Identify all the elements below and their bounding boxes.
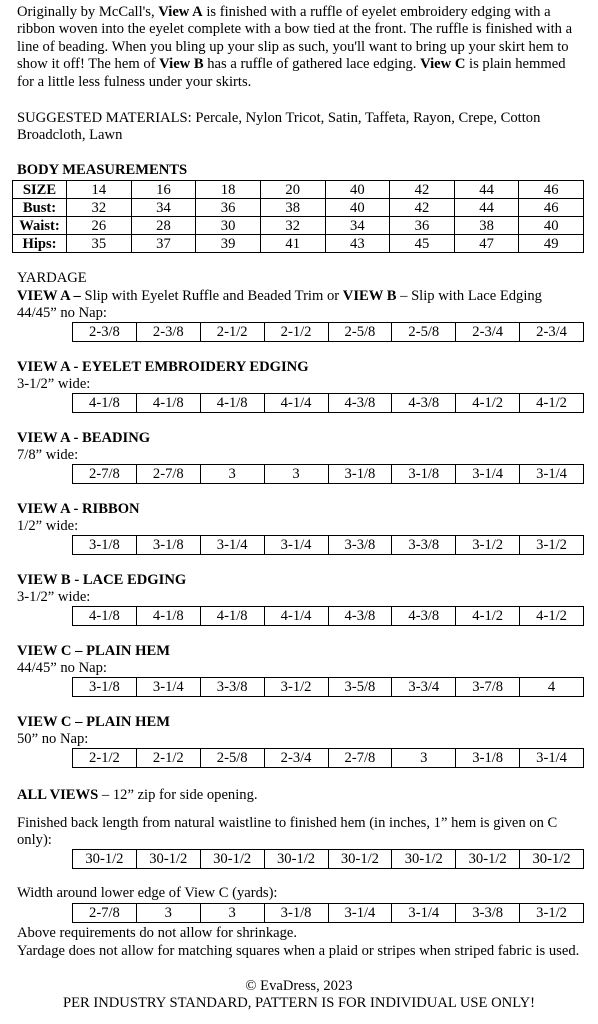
yardage-cell: 3 xyxy=(200,904,264,923)
yardage-cell: 4-1/8 xyxy=(200,607,264,626)
yardage-cell: 3 xyxy=(264,465,328,484)
yardage-view-line: VIEW A – Slip with Eyelet Ruffle and Beaded Trim or VIEW B – Slip with Lace Edging xyxy=(17,288,542,304)
yardage-cell: 30-1/2 xyxy=(136,850,200,869)
yardage-cell: 3-1/8 xyxy=(392,465,456,484)
yardage-cell: 3-1/8 xyxy=(73,536,137,555)
yardage-cell: 4-1/4 xyxy=(264,607,328,626)
yardage-cell: 3-1/8 xyxy=(136,536,200,555)
lower-edge-table xyxy=(72,903,584,923)
measurement-cell: 40 xyxy=(519,217,584,235)
yardage-cell: 3-1/8 xyxy=(328,465,392,484)
measurement-cell: 39 xyxy=(196,235,261,253)
yardage-cell: 2-7/8 xyxy=(328,749,392,768)
measurement-cell: 49 xyxy=(519,235,584,253)
body-measurements-table xyxy=(12,180,584,253)
yardage-cell: 4 xyxy=(520,678,584,697)
section-table xyxy=(72,464,584,484)
yardage-cell: 3-1/4 xyxy=(264,536,328,555)
measurement-row xyxy=(13,217,584,235)
measurement-label: Hips: xyxy=(13,235,67,253)
section-width: 1/2” wide: xyxy=(17,518,79,534)
yardage-cell: 4-1/2 xyxy=(456,607,520,626)
measurement-label: SIZE xyxy=(13,181,67,199)
all-views-note: ALL VIEWS – 12” zip for side opening. xyxy=(17,787,258,803)
measurement-cell: 42 xyxy=(390,181,455,199)
yardage-cell: 30-1/2 xyxy=(200,850,264,869)
yardage-cell: 4-1/8 xyxy=(73,394,137,413)
measurement-cell: 20 xyxy=(260,181,325,199)
measurement-cell: 38 xyxy=(260,199,325,217)
measurement-cell: 47 xyxy=(454,235,519,253)
yardage-cell: 4-3/8 xyxy=(392,394,456,413)
measurement-cell: 38 xyxy=(454,217,519,235)
section-width: 3-1/2” wide: xyxy=(17,589,91,605)
measurement-cell: 42 xyxy=(390,199,455,217)
measurement-cell: 37 xyxy=(131,235,196,253)
section-width: 50” no Nap: xyxy=(17,731,89,747)
usage-notice: PER INDUSTRY STANDARD, PATTERN IS FOR INDIVIDUAL USE ONLY! xyxy=(62,995,536,1011)
measurement-cell: 44 xyxy=(454,199,519,217)
section-title: VIEW A - EYELET EMBROIDERY EDGING xyxy=(17,359,309,375)
yardage-cell: 3-1/8 xyxy=(73,678,137,697)
yardage-cell: 4-3/8 xyxy=(328,607,392,626)
measurement-cell: 34 xyxy=(325,217,390,235)
yardage-cell: 2-5/8 xyxy=(200,749,264,768)
yardage-cell: 4-1/8 xyxy=(73,607,137,626)
measurement-cell: 14 xyxy=(67,181,132,199)
measurement-cell: 41 xyxy=(260,235,325,253)
yardage-cell: 3-1/2 xyxy=(520,536,584,555)
section-table xyxy=(72,677,584,697)
yardage-cell: 3-1/4 xyxy=(136,678,200,697)
measurement-cell: 46 xyxy=(519,199,584,217)
yardage-cell: 30-1/2 xyxy=(73,850,137,869)
yardage-cell: 30-1/2 xyxy=(264,850,328,869)
body-measurements-title: BODY MEASUREMENTS xyxy=(17,162,188,178)
measurement-label: Waist: xyxy=(13,217,67,235)
section-width: 7/8” wide: xyxy=(17,447,79,463)
yardage-cell: 3-1/2 xyxy=(456,536,520,555)
yardage-cell: 2-7/8 xyxy=(136,465,200,484)
plaid-note: Yardage does not allow for matching squares when a plaid or stripes when striped fabric is used. xyxy=(17,943,580,959)
yardage-cell: 4-3/8 xyxy=(392,607,456,626)
measurement-cell: 36 xyxy=(196,199,261,217)
measurement-cell: 18 xyxy=(196,181,261,199)
section-table xyxy=(72,535,584,555)
shrinkage-note: Above requirements do not allow for shrinkage. xyxy=(17,925,298,941)
yardage-cell: 3-3/8 xyxy=(456,904,520,923)
yardage-cell: 30-1/2 xyxy=(456,850,520,869)
lower-edge-text: Width around lower edge of View C (yards): xyxy=(17,885,278,901)
measurement-cell: 32 xyxy=(67,199,132,217)
yardage-cell: 3-5/8 xyxy=(328,678,392,697)
measurement-cell: 26 xyxy=(67,217,132,235)
copyright: © EvaDress, 2023 xyxy=(245,978,353,994)
yardage-cell: 4-3/8 xyxy=(328,394,392,413)
section-title: VIEW C – PLAIN HEM xyxy=(17,643,170,659)
yardage-cell: 30-1/2 xyxy=(328,850,392,869)
yardage-cell: 3-3/8 xyxy=(200,678,264,697)
yardage-cell: 2-1/2 xyxy=(200,323,264,342)
yardage-cell: 4-1/4 xyxy=(264,394,328,413)
yardage-cell: 3-1/8 xyxy=(264,904,328,923)
yardage-cell: 3 xyxy=(392,749,456,768)
yardage-cell: 2-1/2 xyxy=(73,749,137,768)
section-table xyxy=(72,748,584,768)
section-title: VIEW B - LACE EDGING xyxy=(17,572,187,588)
back-length-text: Finished back length from natural waistline to finished hem (in inches, 1” hem is given on C only): xyxy=(17,815,558,849)
yardage-cell: 4-1/2 xyxy=(456,394,520,413)
yardage-cell: 3-1/4 xyxy=(392,904,456,923)
yardage-cell: 2-5/8 xyxy=(328,323,392,342)
yardage-cell: 3-3/8 xyxy=(328,536,392,555)
yardage-cell: 3-1/4 xyxy=(328,904,392,923)
yardage-cell: 3-1/4 xyxy=(200,536,264,555)
back-length-table xyxy=(72,849,584,869)
section-width: 3-1/2” wide: xyxy=(17,376,91,392)
measurement-cell: 45 xyxy=(390,235,455,253)
yardage-cell: 2-5/8 xyxy=(392,323,456,342)
measurement-cell: 16 xyxy=(131,181,196,199)
measurement-row xyxy=(13,181,584,199)
yardage-cell: 2-3/8 xyxy=(73,323,137,342)
section-title: VIEW A - BEADING xyxy=(17,430,151,446)
yardage-cell: 3-1/4 xyxy=(520,749,584,768)
measurement-cell: 40 xyxy=(325,181,390,199)
yardage-cell: 3-1/2 xyxy=(520,904,584,923)
yardage-cell: 30-1/2 xyxy=(520,850,584,869)
yardage-cell: 3-1/2 xyxy=(264,678,328,697)
suggested-materials: SUGGESTED MATERIALS: Percale, Nylon Tricot, Satin, Taffeta, Rayon, Crepe, Cotton Broadcloth, Lawn xyxy=(17,110,541,144)
measurement-row xyxy=(13,235,584,253)
section-table xyxy=(72,393,584,413)
measurement-cell: 44 xyxy=(454,181,519,199)
yardage-cell: 2-3/4 xyxy=(456,323,520,342)
section-table xyxy=(72,606,584,626)
yardage-cell: 2-3/4 xyxy=(520,323,584,342)
measurement-cell: 30 xyxy=(196,217,261,235)
yardage-cell: 3-3/4 xyxy=(392,678,456,697)
measurement-cell: 46 xyxy=(519,181,584,199)
yardage-cell: 4-1/8 xyxy=(136,607,200,626)
yardage-cell: 3-1/4 xyxy=(456,465,520,484)
yardage-cell: 3-7/8 xyxy=(456,678,520,697)
section-width: 44/45” no Nap: xyxy=(17,660,107,676)
yardage-cell: 30-1/2 xyxy=(392,850,456,869)
section-title: VIEW C – PLAIN HEM xyxy=(17,714,170,730)
yardage-cell: 3 xyxy=(136,904,200,923)
yardage-table xyxy=(72,322,584,342)
yardage-cell: 2-3/4 xyxy=(264,749,328,768)
yardage-cell: 3 xyxy=(200,465,264,484)
measurement-label: Bust: xyxy=(13,199,67,217)
yardage-cell: 2-7/8 xyxy=(73,465,137,484)
measurement-cell: 43 xyxy=(325,235,390,253)
yardage-cell: 4-1/8 xyxy=(136,394,200,413)
yardage-cell: 4-1/8 xyxy=(200,394,264,413)
measurement-cell: 40 xyxy=(325,199,390,217)
yardage-cell: 2-1/2 xyxy=(264,323,328,342)
measurement-cell: 34 xyxy=(131,199,196,217)
measurement-cell: 28 xyxy=(131,217,196,235)
measurement-row xyxy=(13,199,584,217)
measurement-cell: 36 xyxy=(390,217,455,235)
yardage-cell: 2-1/2 xyxy=(136,749,200,768)
yardage-title: YARDAGE xyxy=(17,270,87,286)
measurement-cell: 32 xyxy=(260,217,325,235)
intro-paragraph: Originally by McCall's, View A is finished with a ruffle of eyelet embroidery edging with a ribbon woven into the eyelet complete with a bow tied at the front. The ruffle is finished with a line of beading. When you bling up your slip as such, you'll want to bring up your skirt hem to show it off! The hem of View B has a ruffle of gathered lace edging. View C is plain hemmed for a little less fulness under your skirts. xyxy=(17,4,573,90)
yardage-cell: 3-1/8 xyxy=(456,749,520,768)
section-title: VIEW A - RIBBON xyxy=(17,501,140,517)
yardage-cell: 3-3/8 xyxy=(392,536,456,555)
yardage-cell: 3-1/4 xyxy=(520,465,584,484)
yardage-cell: 2-7/8 xyxy=(73,904,137,923)
yardage-cell: 4-1/2 xyxy=(520,394,584,413)
measurement-cell: 35 xyxy=(67,235,132,253)
yardage-cell: 2-3/8 xyxy=(136,323,200,342)
yardage-width: 44/45” no Nap: xyxy=(17,305,107,321)
yardage-cell: 4-1/2 xyxy=(520,607,584,626)
